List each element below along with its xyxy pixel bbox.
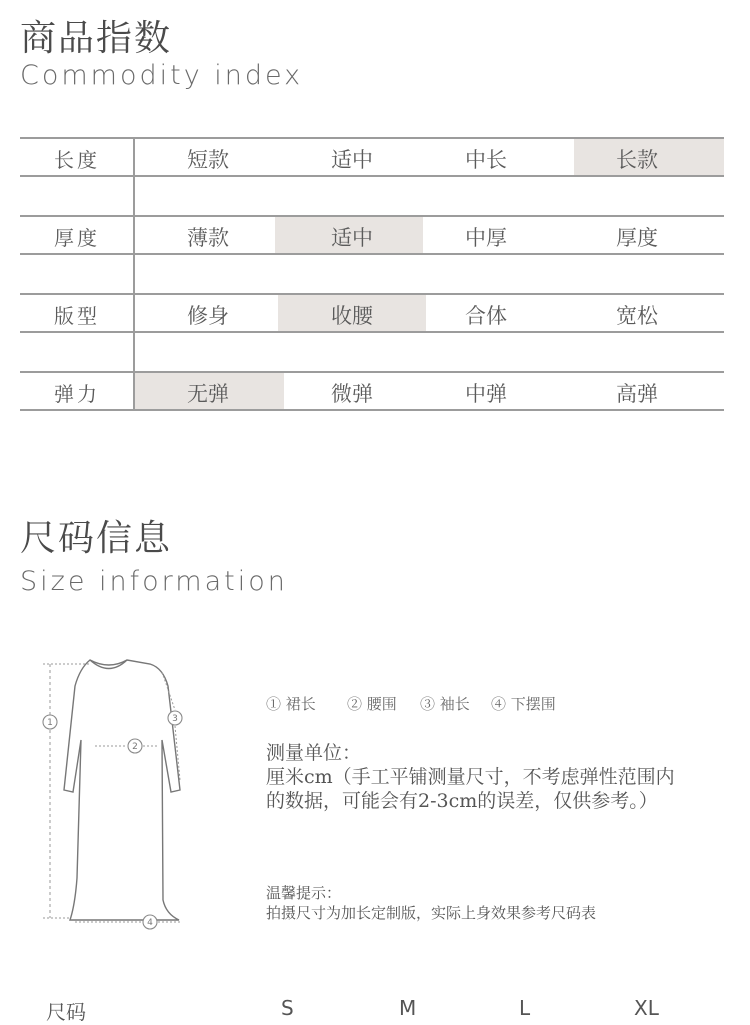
option-cell: 修身 <box>187 304 229 328</box>
row-label: 版型 <box>54 304 100 328</box>
index-title-en: Commodity index <box>20 60 304 91</box>
dress-neckline <box>90 660 127 669</box>
option-cell: 高弹 <box>616 382 658 406</box>
tips-text: 拍摄尺寸为加长定制版，实际上身效果参考尺码表 <box>266 904 597 922</box>
option-cell: 合体 <box>465 304 507 328</box>
size-header-label: 尺码 <box>46 1000 86 1024</box>
option-cell: 中长 <box>465 148 507 172</box>
option-cell: 中厚 <box>465 226 507 250</box>
size-header-l: L <box>519 996 531 1020</box>
option-cell-selected: 收腰 <box>331 304 373 328</box>
marker-3-label: 3 <box>172 714 178 724</box>
table-divider <box>20 175 724 177</box>
marker-4-label: 4 <box>147 918 153 928</box>
legend-waist: ② 腰围 <box>347 695 397 713</box>
size-header-xl: XL <box>634 996 659 1020</box>
index-title-cn: 商品指数 <box>20 18 173 59</box>
option-cell-selected: 长款 <box>616 148 658 172</box>
table-divider <box>20 331 724 333</box>
table-divider <box>20 371 724 373</box>
option-cell: 微弹 <box>331 382 373 406</box>
option-cell-selected: 适中 <box>331 226 373 250</box>
option-cell: 宽松 <box>616 304 658 328</box>
row-label: 厚度 <box>54 226 100 250</box>
size-header-m: M <box>399 996 417 1020</box>
dress-diagram <box>30 650 200 940</box>
size-header-s: S <box>281 996 294 1020</box>
table-divider <box>20 409 724 411</box>
option-cell: 适中 <box>331 148 373 172</box>
size-title-cn: 尺码信息 <box>20 518 173 559</box>
marker-2-label: 2 <box>132 742 138 752</box>
row-label: 长度 <box>54 148 100 172</box>
option-cell: 厚度 <box>616 226 658 250</box>
table-divider <box>20 253 724 255</box>
tips-title: 温馨提示： <box>266 884 342 902</box>
option-cell: 薄款 <box>187 226 229 250</box>
measure-unit-title: 测量单位： <box>266 742 362 764</box>
label-column-divider <box>133 137 135 410</box>
legend-sleeve: ③ 袖长 <box>420 695 470 713</box>
marker-1-label: 1 <box>47 718 53 728</box>
option-cell-selected: 无弹 <box>187 382 229 406</box>
option-cell: 短款 <box>187 148 229 172</box>
measure-unit-line1: 厘米cm（手工平铺测量尺寸，不考虑弹性范围内 <box>266 766 675 788</box>
legend-length: ① 裙长 <box>266 695 316 713</box>
option-cell: 中弹 <box>465 382 507 406</box>
size-title-en: Size information <box>20 566 288 597</box>
row-label: 弹力 <box>54 382 100 406</box>
dress-outline <box>64 660 180 920</box>
measure-unit-line2: 的数据，可能会有2-3cm的误差，仅供参考。） <box>266 790 658 812</box>
legend-hem: ④ 下摆围 <box>491 695 556 713</box>
